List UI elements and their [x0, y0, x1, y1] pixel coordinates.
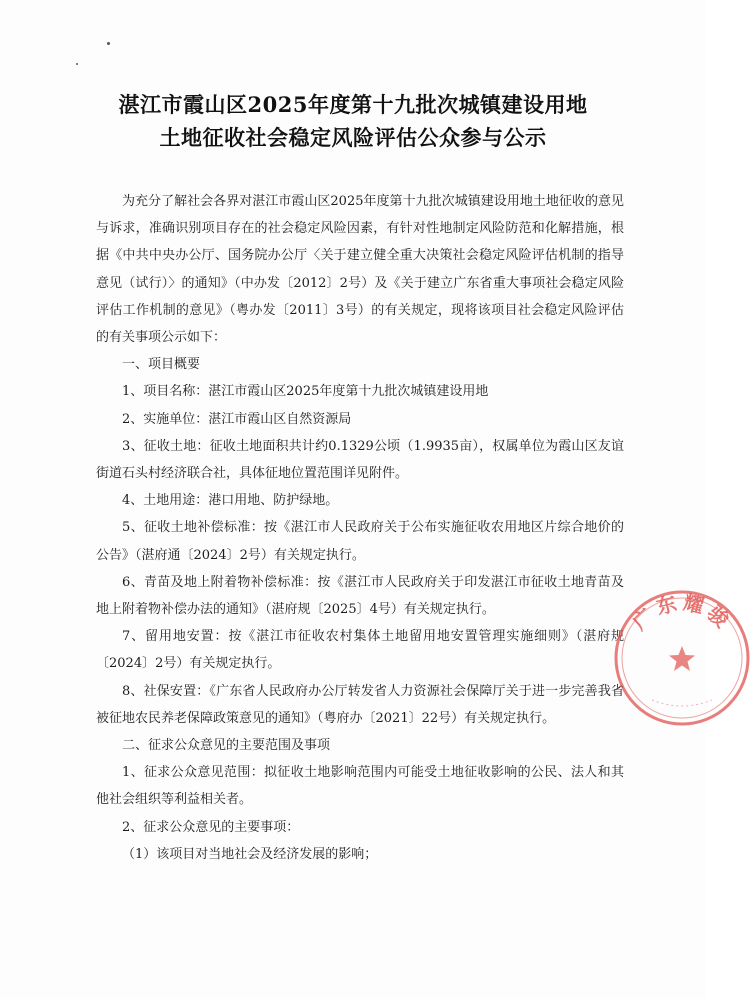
document-title-line-1: 湛江市霞山区2025年度第十九批次城镇建设用地 [118, 92, 588, 117]
seal-text: 广东耀骏 [627, 590, 737, 635]
item-opinion-scope: 1、征求公众意见范围：拟征收土地影响范围内可能受土地征收影响的公民、法人和其他社会组织等利益相关者。 [96, 765, 624, 808]
intro-paragraph: 为充分了解社会各界对湛江市霞山区2025年度第十九批次城镇建设用地土地征收的意见与诉求，准确识别项目存在的社会稳定风险因素，有针对性地制定风险防范和化解措施，根据《中共中央办公厅、国务院办公厅〈关于建立健全重大决策社会稳定风险评估机制的指导意见（试行）〉的通知》（中办发〔2012〕2号）及《关于建立广东省重大事项社会稳定风险评估工作机制的意见》（粤办发〔2011〕3号）的有关规定，现将该项目社会稳定风险评估的有关事项公示如下： [96, 194, 624, 346]
section-heading-project-overview: 一、项目概要 [122, 357, 201, 373]
item-reserved-land: 7、留用地安置：按《湛江市征收农村集体土地留用地安置管理实施细则》（湛府规〔2024〕2号）有关规定执行。 [96, 629, 624, 672]
item-social-security: 8、社保安置：《广东省人民政府办公厅转发省人力资源社会保障厅关于进一步完善我省被征地农民养老保障政策意见的通知》（粤府办〔2021〕22号）有关规定执行。 [96, 683, 624, 726]
section-heading-public-opinion: 二、征求公众意见的主要范围及事项 [122, 738, 331, 754]
item-opinion-matters: 2、征求公众意见的主要事项： [122, 819, 300, 835]
item-opinion-matter-1: （1）该项目对当地社会及经济发展的影响； [122, 846, 378, 862]
document-body [96, 188, 624, 868]
seal-star-icon [669, 646, 695, 671]
scan-speck [76, 63, 78, 65]
item-crop-compensation: 6、青苗及地上附着物补偿标准：按《湛江市人民政府关于印发湛江市征收土地青苗及地上附着物补偿办法的通知》（湛府规〔2025〕4号）有关规定执行。 [96, 574, 624, 618]
item-land-use: 4、土地用途：港口用地、防护绿地。 [122, 493, 339, 509]
scan-speck [107, 42, 110, 45]
item-project-name: 1、项目名称：湛江市霞山区2025年度第十九批次城镇建设用地 [122, 384, 489, 400]
item-land-expropriation: 3、征收土地：征收土地面积共计约0.1329公顷（1.9935亩），权属单位为霞山区友谊街道石头村经济联合社，具体征地位置范围详见附件。 [96, 438, 624, 482]
official-seal-stamp [612, 588, 752, 728]
item-compensation-standard: 5、征收土地补偿标准：按《湛江市人民政府关于公布实施征收农用地区片综合地价的公告》（湛府通〔2024〕2号）有关规定执行。 [96, 520, 624, 563]
item-implementing-unit: 2、实施单位：湛江市霞山区自然资源局 [122, 411, 352, 427]
document-title-line-2: 土地征收社会稳定风险评估公众参与公示 [159, 125, 547, 150]
